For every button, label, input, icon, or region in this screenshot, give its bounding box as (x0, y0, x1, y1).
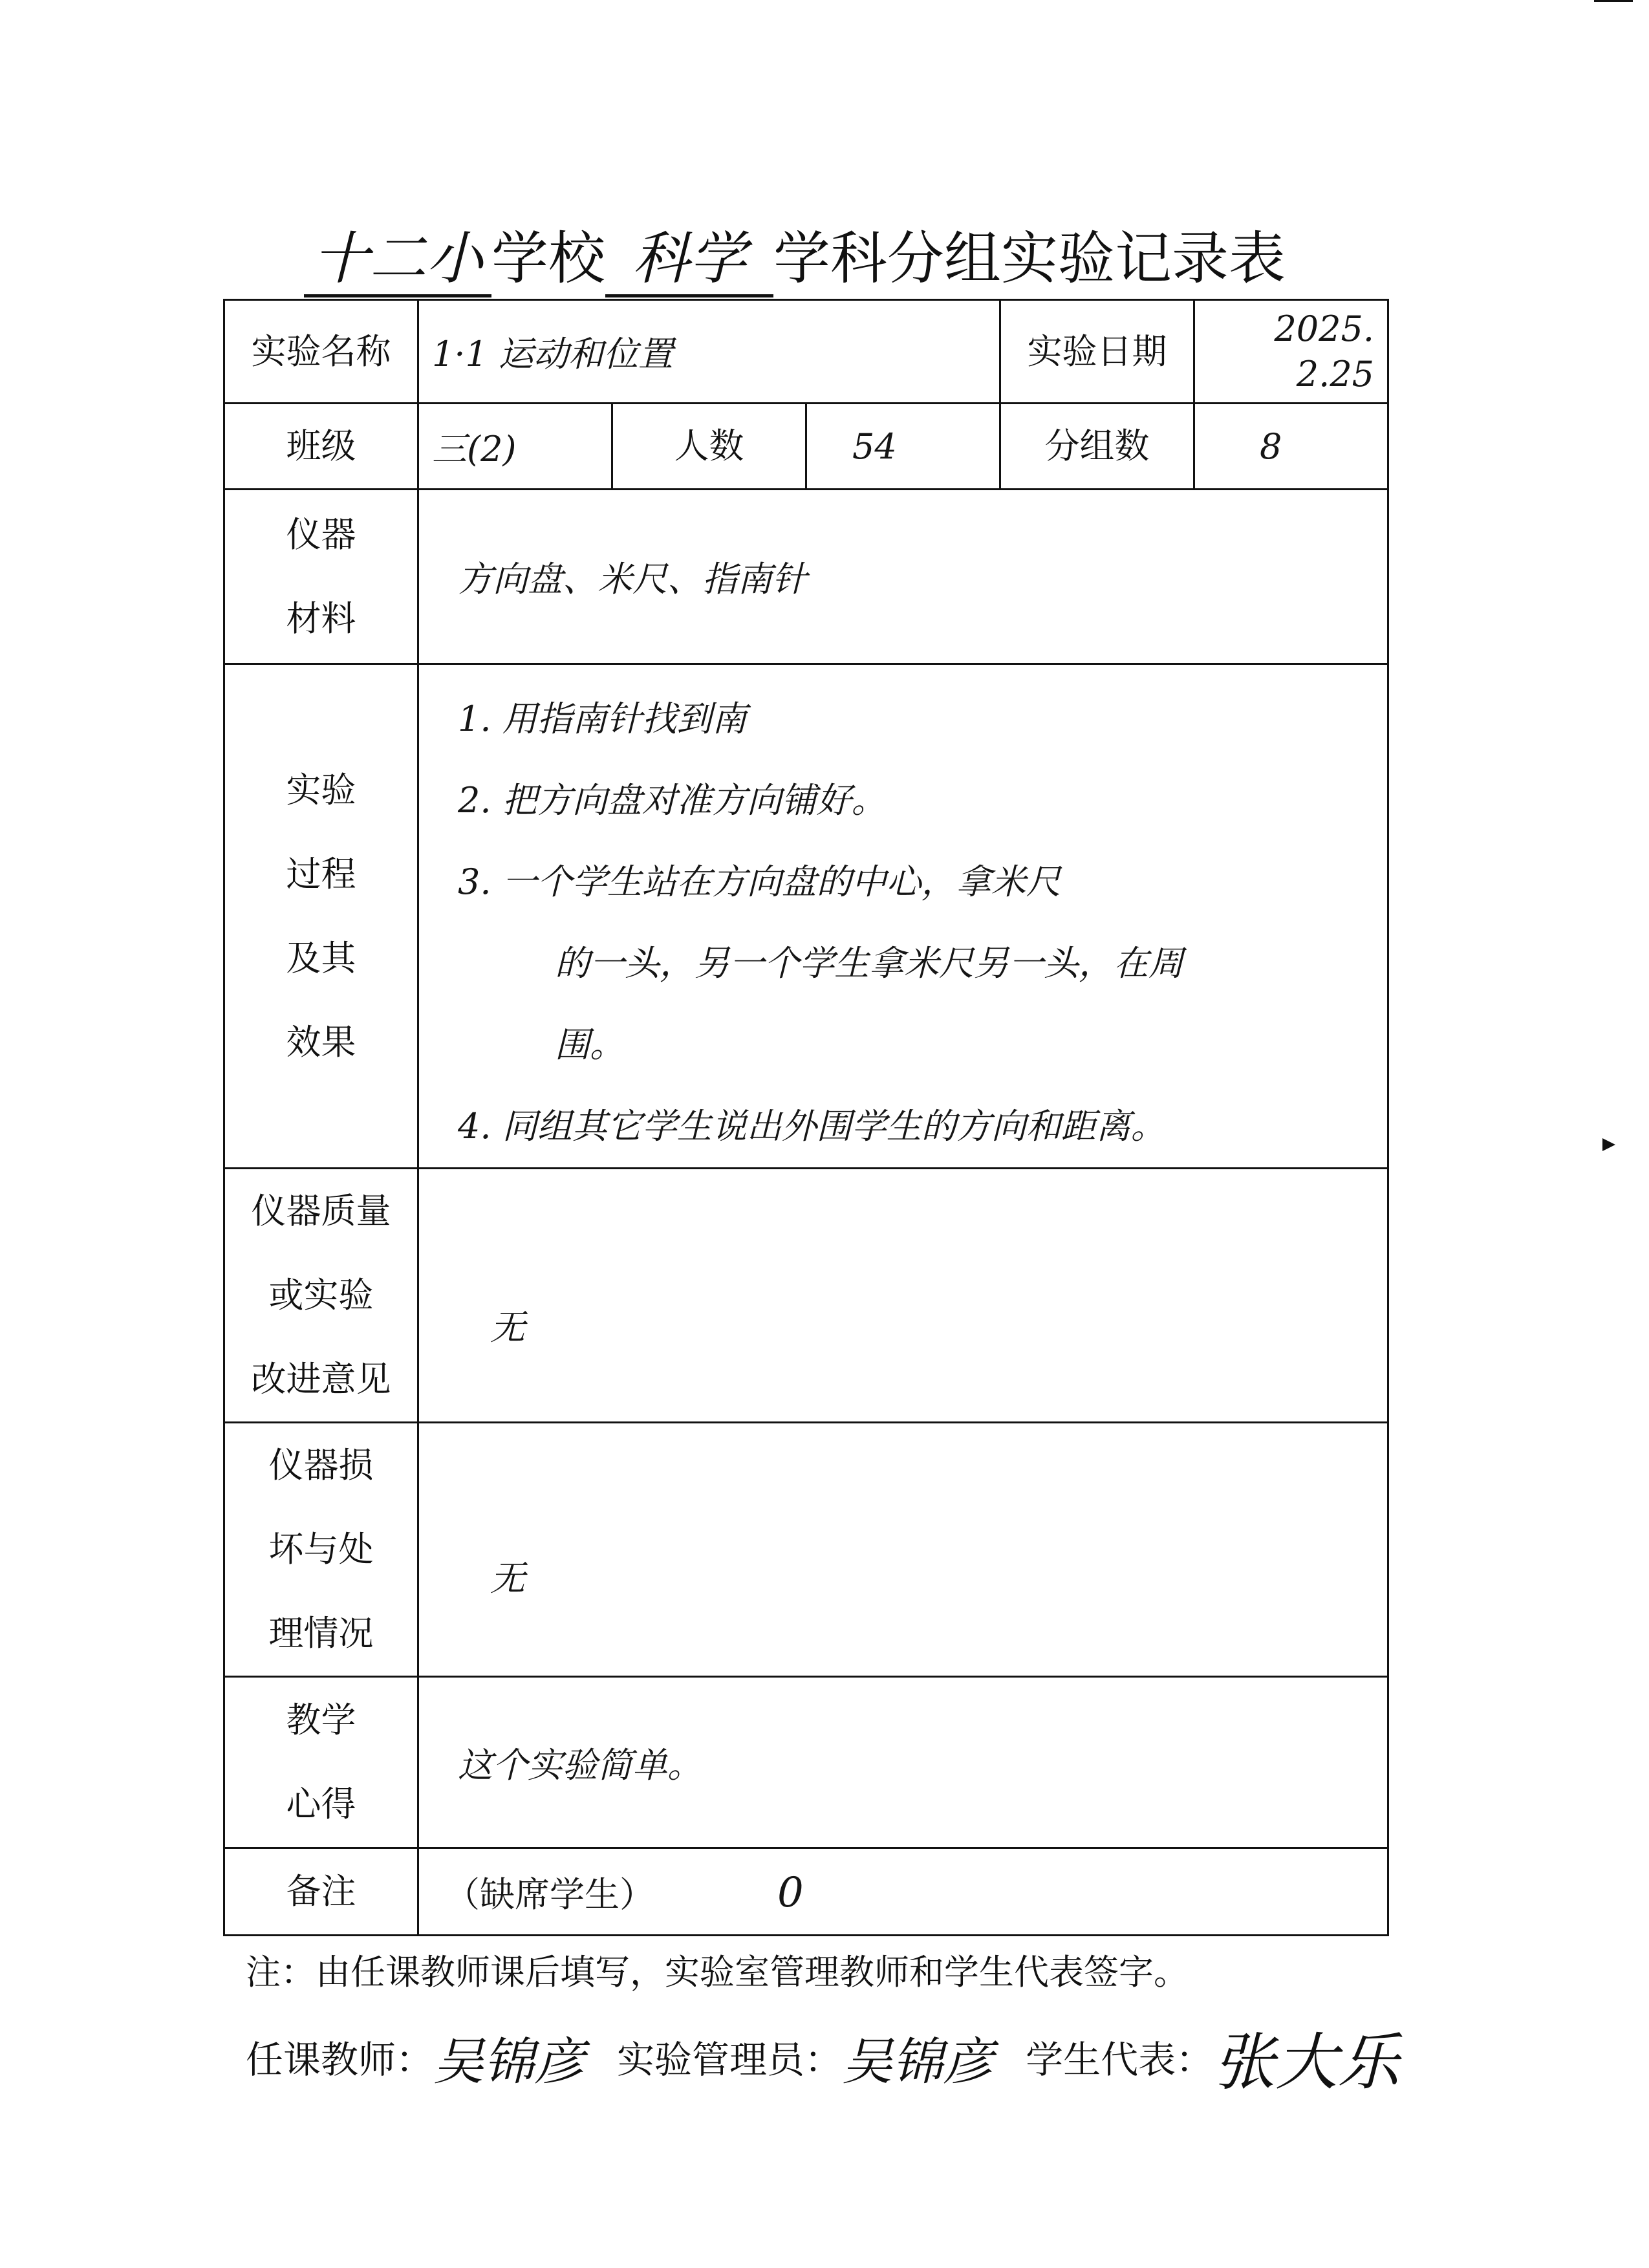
experiment-name-label: 实验名称 (224, 300, 418, 404)
process-steps (418, 664, 1388, 1169)
absent-students-label: （缺席学生） (445, 1874, 654, 1915)
experiment-name-value: 1·1 运动和位置 (418, 300, 1000, 404)
row-remarks (224, 1848, 1388, 1936)
row-quality (224, 1169, 1388, 1423)
admin-label: 实验管理员： (617, 2038, 843, 2082)
subject-handwritten: 科学 (605, 223, 773, 297)
count-label: 人数 (612, 404, 806, 490)
damage-label-line2: 坏与处 (268, 1529, 374, 1570)
reflection-label (224, 1677, 418, 1848)
row-materials (224, 490, 1388, 664)
quality-label-line2: 或实验 (268, 1275, 374, 1315)
reflection-label-line2: 心得 (286, 1784, 356, 1824)
process-step-continued: 围。 (555, 1024, 625, 1065)
quality-label-line3: 改进意见 (251, 1359, 391, 1399)
footer-note: 注：由任课教师课后填写，实验室管理教师和学生代表签字。 (246, 1952, 1189, 1993)
absent-students-value: 0 (777, 1868, 804, 1917)
experiment-date-line1: 2025. (1274, 308, 1375, 349)
class-label: 班级 (224, 404, 418, 490)
school-suffix: 学校 (491, 225, 606, 292)
row-reflection (224, 1677, 1388, 1848)
row-process (224, 664, 1388, 1169)
process-step: 2. 把方向盘对准方向铺好。 (458, 779, 887, 821)
school-name-handwritten: 十二小 (304, 223, 491, 297)
process-step-continued: 的一头，另一个学生拿米尺另一头，在周 (555, 942, 1183, 984)
process-label-line2: 过程 (286, 853, 356, 894)
student-signature-text: 张大乐 (1213, 2025, 1400, 2099)
process-label-line4: 效果 (286, 1021, 356, 1063)
process-label (224, 664, 418, 1169)
remarks-cell (418, 1848, 1388, 1936)
damage-value: 无 (418, 1423, 1388, 1677)
materials-label-line1: 仪器 (286, 513, 356, 555)
process-label-line1: 实验 (286, 769, 356, 810)
remarks-label: 备注 (224, 1848, 418, 1936)
row-damage (224, 1423, 1388, 1677)
groups-label: 分组数 (1000, 404, 1194, 490)
class-value: 三(2) (418, 404, 612, 490)
quality-value: 无 (418, 1169, 1388, 1423)
admin-signature-text: 吴锦彦 (842, 2033, 994, 2091)
teacher-signature-text: 吴锦彦 (433, 2033, 585, 2091)
teacher-label: 任课教师： (246, 2038, 434, 2082)
experiment-date-label: 实验日期 (1000, 300, 1194, 404)
materials-label (224, 490, 418, 664)
title-suffix: 学科分组实验记录表 (773, 225, 1286, 292)
process-step: 1. 用指南针找到南 (458, 698, 747, 739)
quality-label (224, 1169, 418, 1423)
row-class-info (224, 404, 1388, 490)
groups-value: 8 (1194, 404, 1388, 490)
margin-arrow-mark (1602, 1138, 1615, 1151)
teacher-signature (433, 2024, 585, 2101)
admin-signature (842, 2024, 993, 2101)
reflection-label-line1: 教学 (286, 1700, 356, 1740)
page-title (304, 213, 1468, 304)
experiment-record-table (223, 299, 1389, 1936)
damage-label-line1: 仪器损 (268, 1445, 374, 1485)
process-step: 3. 一个学生站在方向盘的中心，拿米尺 (458, 861, 1061, 902)
count-value: 54 (806, 404, 1000, 490)
row-experiment-name (224, 300, 1388, 404)
reflection-value: 这个实验简单。 (418, 1677, 1388, 1848)
quality-label-line1: 仪器质量 (251, 1191, 391, 1231)
materials-label-line2: 材料 (286, 598, 356, 639)
corner-mark (1594, 0, 1633, 2)
materials-value: 方向盘、米尺、指南针 (418, 490, 1388, 664)
signature-line (246, 2011, 1474, 2108)
student-label: 学生代表： (1026, 2038, 1214, 2082)
experiment-date-value (1194, 300, 1388, 404)
student-signature (1213, 2024, 1399, 2101)
damage-label-line3: 理情况 (268, 1613, 374, 1654)
process-step: 4. 同组其它学生说出外围学生的方向和距离。 (458, 1105, 1166, 1147)
process-label-line3: 及其 (286, 937, 356, 978)
damage-label (224, 1423, 418, 1677)
experiment-date-line2: 2.25 (1296, 353, 1375, 394)
